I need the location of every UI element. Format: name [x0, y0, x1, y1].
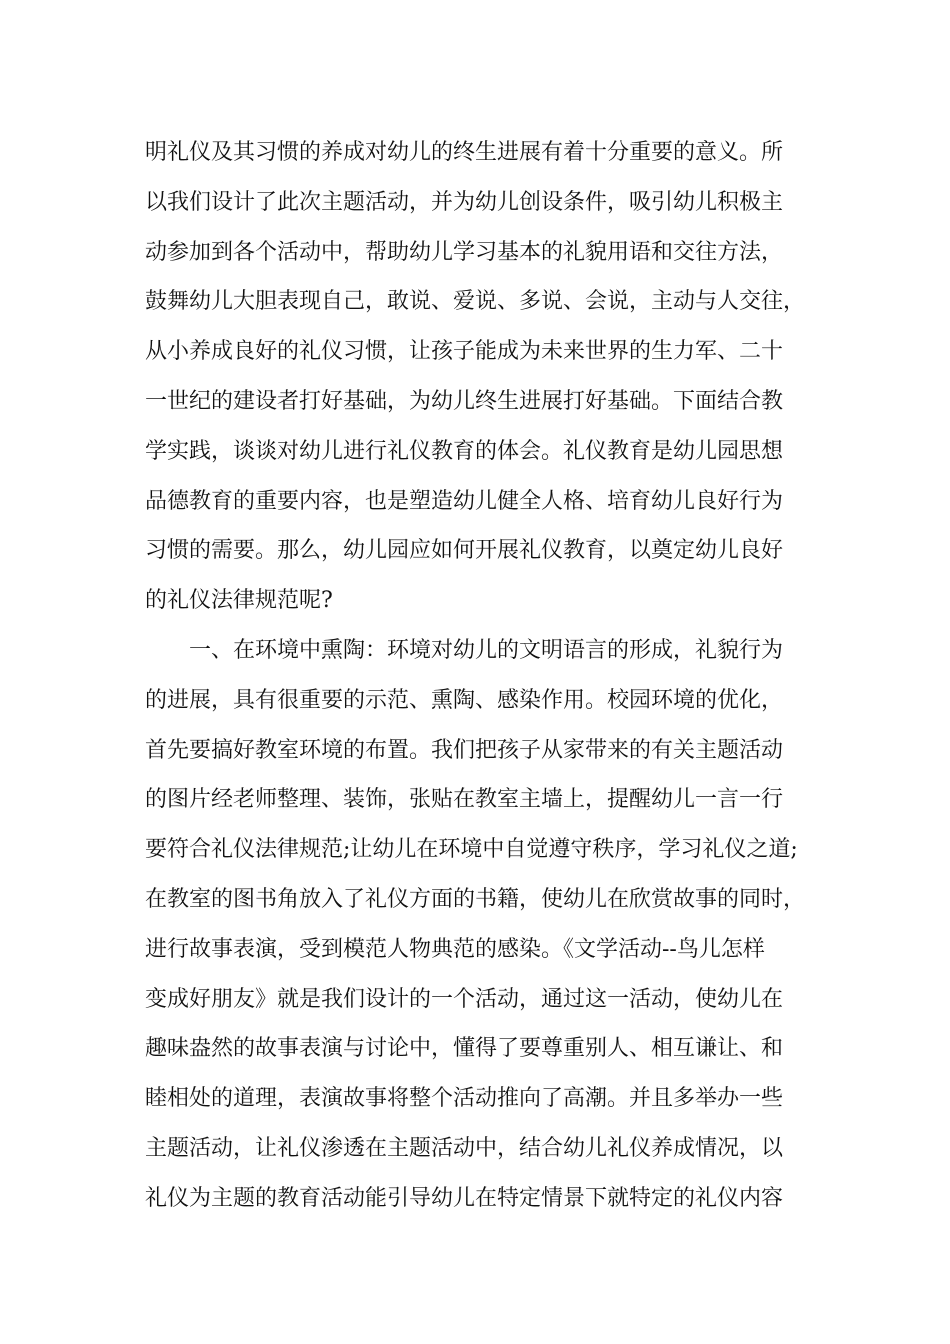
text-line: 鼓舞幼儿大胆表现自己，敢说、爱说、多说、会说，主动与人交往，: [145, 289, 806, 315]
text-line: 从小养成良好的礼仪习惯，让孩子能成为未来世界的生力军、二十: [145, 339, 784, 365]
text-line: 的进展，具有很重要的示范、熏陶、感染作用。校园环境的优化，: [145, 687, 784, 713]
text-line: 主题活动，让礼仪渗透在主题活动中，结合幼儿礼仪养成情况，以: [145, 1135, 784, 1161]
text-line: 要符合礼仪法律规范;让幼儿在环境中自觉遵守秩序，学习礼仪之道;: [145, 837, 798, 863]
text-line: 以我们设计了此次主题活动，并为幼儿创设条件，吸引幼儿积极主: [145, 189, 784, 215]
text-line: 睦相处的道理，表演故事将整个活动推向了高潮。并且多举办一些: [145, 1086, 784, 1112]
text-line: 趣味盎然的故事表演与讨论中，懂得了要尊重别人、相互谦让、和: [145, 1036, 784, 1062]
text-line: 学实践，谈谈对幼儿进行礼仪教育的体会。礼仪教育是幼儿园思想: [145, 438, 784, 464]
body-text: [145, 128, 825, 1224]
text-line: 进行故事表演，受到模范人物典范的感染。《文学活动--鸟儿怎样: [145, 936, 765, 962]
text-line: 习惯的需要。那么，幼儿园应如何开展礼仪教育，以奠定幼儿良好: [145, 538, 784, 564]
text-line: 的图片经老师整理、装饰，张贴在教室主墙上，提醒幼儿一言一行: [145, 787, 784, 813]
text-line: 品德教育的重要内容，也是塑造幼儿健全人格、培育幼儿良好行为: [145, 488, 784, 514]
text-line: 动参加到各个活动中，帮助幼儿学习基本的礼貌用语和交往方法，: [145, 239, 784, 265]
text-line: 首先要搞好教室环境的布置。我们把孩子从家带来的有关主题活动: [145, 737, 784, 763]
text-line: 变成好朋友》就是我们设计的一个活动，通过这一活动，使幼儿在: [145, 986, 784, 1012]
text-line: 在教室的图书角放入了礼仪方面的书籍，使幼儿在欣赏故事的同时，: [145, 886, 806, 912]
text-line: 一世纪的建设者打好基础，为幼儿终生进展打好基础。下面结合教: [145, 388, 784, 414]
text-line: 明礼仪及其习惯的养成对幼儿的终生进展有着十分重要的意义。所: [145, 140, 784, 165]
text-line: 礼仪为主题的教育活动能引导幼儿在特定情景下就特定的礼仪内容: [145, 1185, 784, 1211]
text-line: 的礼仪法律规范呢?: [145, 588, 333, 614]
text-line: 一、在环境中熏陶：环境对幼儿的文明语言的形成，礼貌行为: [145, 637, 784, 663]
